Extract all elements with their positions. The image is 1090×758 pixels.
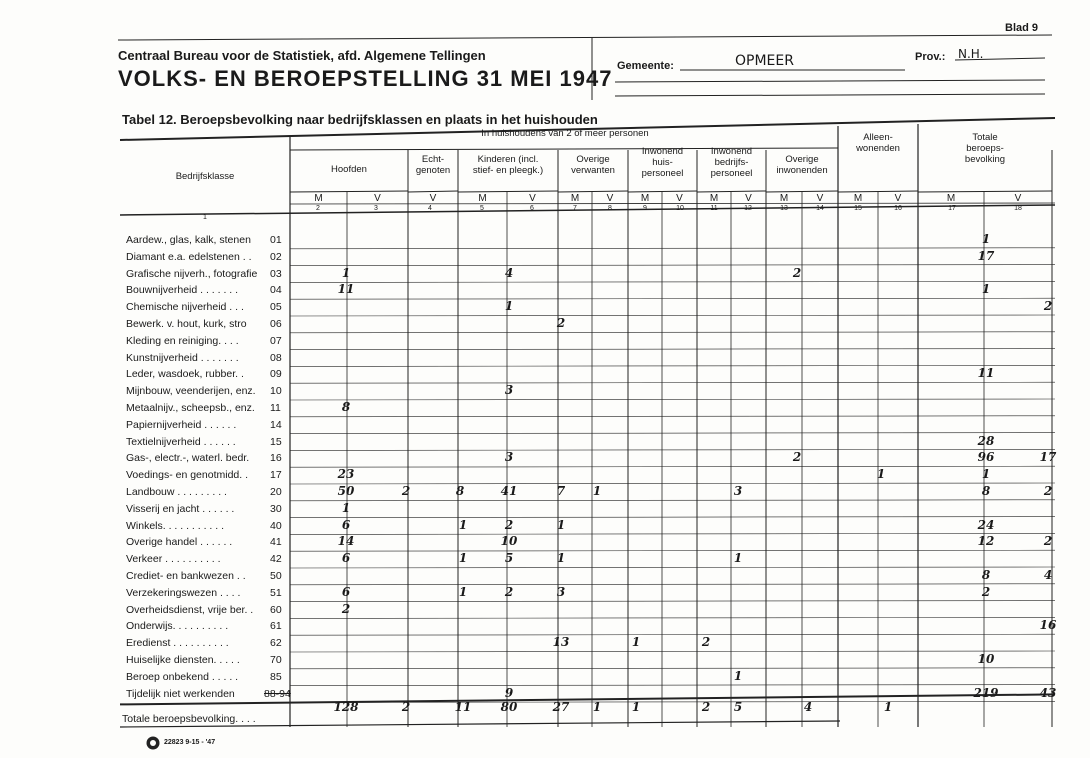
total-value-col-9: 1 xyxy=(631,700,641,714)
sex-v-header: V xyxy=(676,193,683,204)
row-rule xyxy=(290,281,1055,282)
row-label: Kleding en reiniging. . . . xyxy=(126,334,239,347)
gemeente-label: Gemeente: xyxy=(617,60,674,72)
row-code: 60 xyxy=(270,603,282,616)
row-rule xyxy=(290,533,1055,534)
total-value-col-16: 1 xyxy=(883,700,893,714)
row-label: Huiselijke diensten. . . . . xyxy=(126,654,240,666)
cell-value-col-5: 1 xyxy=(458,517,468,532)
cbs-logo-icon xyxy=(146,736,160,750)
mv-rule xyxy=(290,191,408,192)
cell-value-col-17: 8 xyxy=(981,484,991,498)
row-rule xyxy=(290,416,1055,417)
row-code: 17 xyxy=(270,469,282,482)
row-label: Overige handel . . . . . . xyxy=(126,536,233,549)
row-label: Mijnbouw, veenderijen, enz. xyxy=(126,385,256,398)
cell-value-col-6: 3 xyxy=(504,383,514,398)
cell-value-col-6: 1 xyxy=(504,299,514,314)
cell-value-col-2: 6 xyxy=(341,551,351,566)
row-rule xyxy=(290,466,1055,467)
row-label: Tijdelijk niet werkenden xyxy=(126,687,235,700)
sex-m-header: M xyxy=(478,193,487,204)
col-header-col-inwonend-bedrijf: personeel xyxy=(710,168,753,179)
cell-value-col-17: 17 xyxy=(977,248,995,263)
sex-v-header: V xyxy=(745,193,752,204)
cell-value-col-15: 1 xyxy=(876,467,886,482)
organization-name: Centraal Bureau voor de Statistiek, afd. Algemene Tellingen xyxy=(118,48,486,63)
row-code: 20 xyxy=(270,486,282,498)
cell-value-col-17: 24 xyxy=(977,517,995,532)
cell-value-col-6: 5 xyxy=(504,551,514,566)
cell-value-col-7: 3 xyxy=(556,584,566,599)
col-header-col-echtgenoten: genoten xyxy=(415,165,451,176)
row-code: 51 xyxy=(270,586,282,599)
row-rule xyxy=(290,685,1055,686)
row-rule xyxy=(290,651,1055,652)
col-number-8: 8 xyxy=(608,205,612,212)
col-number-17: 17 xyxy=(948,205,956,212)
form-code: 22823 9-15 - '47 xyxy=(164,739,216,746)
row-code: 05 xyxy=(270,301,282,314)
cell-value-col-18: 4 xyxy=(1043,568,1053,582)
cell-value-col-9: 1 xyxy=(631,635,641,650)
row-rule xyxy=(290,248,1055,249)
row-rule xyxy=(290,365,1055,366)
cell-value-col-17: 2 xyxy=(981,584,991,599)
total-value-col-12: 5 xyxy=(733,700,743,714)
row-rule xyxy=(290,298,1055,299)
row-code: 40 xyxy=(270,519,282,532)
cell-value-col-6: 4 xyxy=(504,265,514,280)
cell-value-col-17: 219 xyxy=(973,685,999,700)
mv-rule xyxy=(558,191,628,192)
col-header-col-inwonend-huis: Inwonend xyxy=(641,146,684,157)
row-label: Chemische nijverheid . . . xyxy=(126,301,244,314)
row-label: Verkeer . . . . . . . . . . xyxy=(126,553,221,566)
cell-value-col-17: 8 xyxy=(981,568,991,582)
cell-value-col-18: 2 xyxy=(1043,484,1053,498)
cell-value-col-6: 9 xyxy=(504,685,514,700)
mv-rule xyxy=(918,191,1052,192)
col-number-9: 9 xyxy=(643,205,647,212)
cell-value-col-2: 1 xyxy=(341,500,351,515)
cell-value-col-11: 2 xyxy=(701,635,711,650)
col-number-13: 13 xyxy=(780,205,788,212)
row-label: Metaalnijv., scheepsb., enz. xyxy=(126,402,255,414)
header-bottom-rule xyxy=(120,205,1055,215)
col-number-7: 7 xyxy=(573,205,577,212)
sex-m-header: M xyxy=(709,193,719,204)
row-code: 88-94 xyxy=(264,687,291,700)
cell-value-col-2: 6 xyxy=(341,517,351,532)
row-code: 08 xyxy=(270,351,282,364)
sex-m-header: M xyxy=(946,193,956,204)
total-value-col-3: 2 xyxy=(401,700,411,714)
cell-value-col-5: 1 xyxy=(458,584,468,599)
row-label: Gas-, electr.-, waterl. bedr. xyxy=(126,452,250,465)
sex-m-header: M xyxy=(570,193,580,204)
row-rule xyxy=(290,315,1055,316)
table-title: Tabel 12. Beroepsbevolking naar bedrijfsklassen en plaats in het huishouden xyxy=(122,112,598,127)
sex-v-header: V xyxy=(816,193,824,204)
col-header-col-kinderen: stief- en pleegk.) xyxy=(472,165,544,176)
row-label: Overheidsdienst, vrije ber. . xyxy=(126,603,254,616)
sheet-number: Blad 9 xyxy=(1005,22,1039,34)
row-code: 61 xyxy=(270,620,282,633)
col-header-col-totale: beroeps- xyxy=(966,143,1004,154)
row-rule xyxy=(290,500,1055,501)
row-label: Textielnijverheid . . . . . . xyxy=(126,435,236,448)
row-code: 03 xyxy=(270,267,282,280)
row-rule xyxy=(290,517,1055,518)
row-code: 01 xyxy=(270,234,282,246)
row-label: Grafische nijverh., fotografie xyxy=(126,267,258,280)
total-value-col-14: 4 xyxy=(803,700,813,714)
cell-value-col-2: 11 xyxy=(337,282,355,297)
row-code: 42 xyxy=(270,553,282,566)
cell-value-col-4: 8 xyxy=(455,484,465,498)
col-number-12: 12 xyxy=(744,205,752,212)
row-rule xyxy=(290,449,1055,450)
total-value-col-5: 11 xyxy=(454,700,472,714)
sex-v-header: V xyxy=(374,193,381,204)
cell-value-col-12: 1 xyxy=(733,668,743,683)
cell-value-col-2: 8 xyxy=(341,400,351,414)
col-number-1: 1 xyxy=(203,214,207,221)
col-header-col-totale: bevolking xyxy=(964,154,1006,165)
sex-m-header: M xyxy=(779,193,789,204)
col-number-16: 16 xyxy=(894,205,902,212)
row-rule xyxy=(290,617,1055,618)
sex-v-header: V xyxy=(1014,193,1022,204)
cell-value-col-12: 1 xyxy=(733,551,743,566)
sex-v-header: V xyxy=(894,193,902,204)
group-header-label: In huishoudens van 2 of meer personen xyxy=(481,128,649,139)
row-rule xyxy=(290,349,1055,350)
col-number-2: 2 xyxy=(316,205,320,212)
row-code: 07 xyxy=(270,334,282,347)
mv-rule xyxy=(766,191,838,192)
row-code: 04 xyxy=(270,284,282,297)
row-label: Eredienst . . . . . . . . . . xyxy=(126,637,229,650)
cell-value-col-17: 10 xyxy=(977,652,995,666)
col-header-col-hoofden: Hoofden xyxy=(331,164,367,175)
col-header-col-overige-verwanten: Overige xyxy=(576,154,610,165)
prov-label: Prov.: xyxy=(915,51,946,63)
sex-v-header: V xyxy=(529,193,536,204)
col-number-10: 10 xyxy=(676,205,684,212)
total-value-col-11: 2 xyxy=(701,700,711,714)
col-number-5: 5 xyxy=(480,205,484,212)
col-header-col-alleenwonenden: Alleen- xyxy=(863,132,893,143)
mv-rule xyxy=(458,191,558,192)
row-rule xyxy=(290,382,1055,383)
col-number-14: 14 xyxy=(816,205,824,212)
row-rule xyxy=(290,634,1055,635)
cell-value-col-17: 11 xyxy=(977,366,995,381)
cell-value-col-6: 41 xyxy=(500,484,518,498)
cell-value-col-2: 1 xyxy=(341,265,351,280)
cell-value-col-2: 23 xyxy=(337,467,355,482)
col-number-6: 6 xyxy=(530,205,534,212)
cell-value-col-17: 28 xyxy=(977,433,995,448)
cell-value-col-6: 3 xyxy=(504,450,514,465)
col-header-col-alleenwonenden: wonenden xyxy=(856,143,900,154)
cell-value-col-17: 96 xyxy=(977,450,995,465)
cell-value-col-2: 6 xyxy=(341,584,351,599)
cell-value-col-17: 1 xyxy=(981,282,991,297)
sex-m-header: M xyxy=(314,193,323,204)
col-number-15: 15 xyxy=(854,205,862,212)
row-label: Diamant e.a. edelstenen . . xyxy=(126,250,252,263)
row-label: Voedings- en genotmidd. . xyxy=(126,469,249,482)
row-label: Papiernijverheid . . . . . . xyxy=(126,418,237,431)
row-code: 41 xyxy=(270,536,282,549)
col-header-col-kinderen: Kinderen (incl. xyxy=(477,154,539,165)
row-code: 14 xyxy=(270,418,282,431)
cell-value-col-3: 2 xyxy=(401,484,411,498)
mv-rule xyxy=(628,191,697,192)
row-code: 15 xyxy=(270,435,282,448)
col-header-col-inwonend-huis: personeel xyxy=(641,168,684,179)
cell-value-col-18: 17 xyxy=(1039,450,1057,465)
cell-value-col-6: 2 xyxy=(504,584,514,599)
cell-value-col-2: 14 xyxy=(337,534,355,549)
totals-label: Totale beroepsbevolking. . . . xyxy=(122,713,256,725)
row-label: Beroep onbekend . . . . . xyxy=(126,670,239,683)
cell-value-col-7: 7 xyxy=(556,484,566,498)
row-rule xyxy=(290,399,1055,400)
row-label: Bouwnijverheid . . . . . . . xyxy=(126,284,239,297)
row-code: 85 xyxy=(270,670,282,683)
cell-value-col-12: 3 xyxy=(733,484,743,498)
row-code: 30 xyxy=(270,502,282,515)
row-code: 09 xyxy=(270,368,282,381)
row-rule xyxy=(290,550,1055,551)
col-header-col-totale: Totale xyxy=(972,132,998,143)
col-header-col-echtgenoten: Echt- xyxy=(421,154,445,165)
cell-value-col-18: 16 xyxy=(1039,618,1057,633)
row-code: 06 xyxy=(270,318,282,330)
row-label: Kunstnijverheid . . . . . . . xyxy=(126,351,239,364)
mv-rule xyxy=(697,191,766,192)
col-header-col-overige-inwonenden: Overige xyxy=(785,154,819,165)
cell-value-col-2: 2 xyxy=(341,601,351,616)
col-header-col-overige-inwonenden: inwonenden xyxy=(776,165,828,176)
header-fill-line-2 xyxy=(615,94,1045,96)
total-value-col-7: 27 xyxy=(552,700,570,714)
row-code: 10 xyxy=(270,385,282,398)
row-label: Crediet- en bankwezen . . xyxy=(126,570,246,582)
cell-value-col-8: 1 xyxy=(592,484,602,498)
row-code: 70 xyxy=(270,654,282,666)
col-number-3: 3 xyxy=(374,205,378,212)
row-rule xyxy=(290,567,1055,568)
cell-value-col-17: 1 xyxy=(981,232,991,246)
cell-value-col-17: 1 xyxy=(981,467,991,482)
mv-rule xyxy=(838,191,918,192)
col-number-11: 11 xyxy=(710,205,718,212)
gemeente-value: OPMEER xyxy=(735,53,794,69)
cell-value-col-6: 2 xyxy=(504,517,514,532)
mv-rule xyxy=(408,191,458,192)
row-label: Visserij en jacht . . . . . . xyxy=(126,502,235,515)
row-rule xyxy=(290,601,1055,602)
cell-value-col-18: 2 xyxy=(1043,299,1053,314)
row-code: 11 xyxy=(270,402,281,414)
cell-value-col-7: 13 xyxy=(552,635,570,650)
row-rule xyxy=(290,332,1055,333)
form-title: VOLKS- EN BEROEPSTELLING 31 MEI 1947 xyxy=(118,66,613,91)
row-code: 62 xyxy=(270,637,282,650)
total-value-col-6: 80 xyxy=(500,700,518,714)
col-header-col-inwonend-bedrijf: Inwonend xyxy=(710,146,753,157)
row-code: 16 xyxy=(270,452,282,465)
row-label: Verzekeringswezen . . . . xyxy=(126,586,241,599)
row-label: Leder, wasdoek, rubber. . xyxy=(126,368,244,381)
row-code: 50 xyxy=(270,570,282,582)
row-label: Bewerk. v. hout, kurk, stro xyxy=(126,318,247,330)
cell-value-col-6: 10 xyxy=(500,534,518,549)
row-label: Landbouw . . . . . . . . . xyxy=(126,486,227,498)
total-value-col-2: 128 xyxy=(333,700,359,714)
cell-value-col-7: 2 xyxy=(556,316,566,330)
cell-value-col-13: 2 xyxy=(792,450,802,465)
col-number-18: 18 xyxy=(1014,205,1022,212)
row-label: Winkels. . . . . . . . . . . xyxy=(126,519,225,532)
sex-v-header: V xyxy=(606,193,614,204)
cell-value-col-18: 43 xyxy=(1039,685,1057,700)
cell-value-col-18: 2 xyxy=(1043,534,1053,549)
header-fill-line-1 xyxy=(615,80,1045,82)
sex-m-header: M xyxy=(853,193,863,204)
prov-underline xyxy=(955,58,1045,60)
col-header-col-overige-verwanten: verwanten xyxy=(571,165,615,176)
cell-value-col-7: 1 xyxy=(556,551,566,566)
cell-value-col-5: 1 xyxy=(458,551,468,566)
row-label: Aardew., glas, kalk, stenen xyxy=(126,234,251,246)
col-number-4: 4 xyxy=(428,205,432,212)
sex-m-header: M xyxy=(640,193,650,204)
cell-value-col-2: 50 xyxy=(337,484,355,498)
sex-v-header: V xyxy=(429,193,437,204)
prov-value: N.H. xyxy=(958,47,984,61)
row-rule xyxy=(290,265,1055,266)
bedrijfsklasse-header: Bedrijfsklasse xyxy=(175,171,235,182)
row-rule xyxy=(290,433,1055,434)
cell-value-col-17: 12 xyxy=(977,534,995,549)
row-rule xyxy=(290,668,1055,669)
cell-value-col-7: 1 xyxy=(556,517,566,532)
total-value-col-8: 1 xyxy=(592,700,602,714)
col-header-col-inwonend-bedrijf: bedrijfs- xyxy=(714,157,749,168)
col-header-col-inwonend-huis: huis- xyxy=(652,157,673,168)
row-label: Onderwijs. . . . . . . . . . xyxy=(126,620,229,633)
cell-value-col-13: 2 xyxy=(792,265,802,280)
header-top-rule xyxy=(118,35,1052,40)
row-code: 02 xyxy=(270,250,282,263)
row-rule xyxy=(290,584,1055,585)
